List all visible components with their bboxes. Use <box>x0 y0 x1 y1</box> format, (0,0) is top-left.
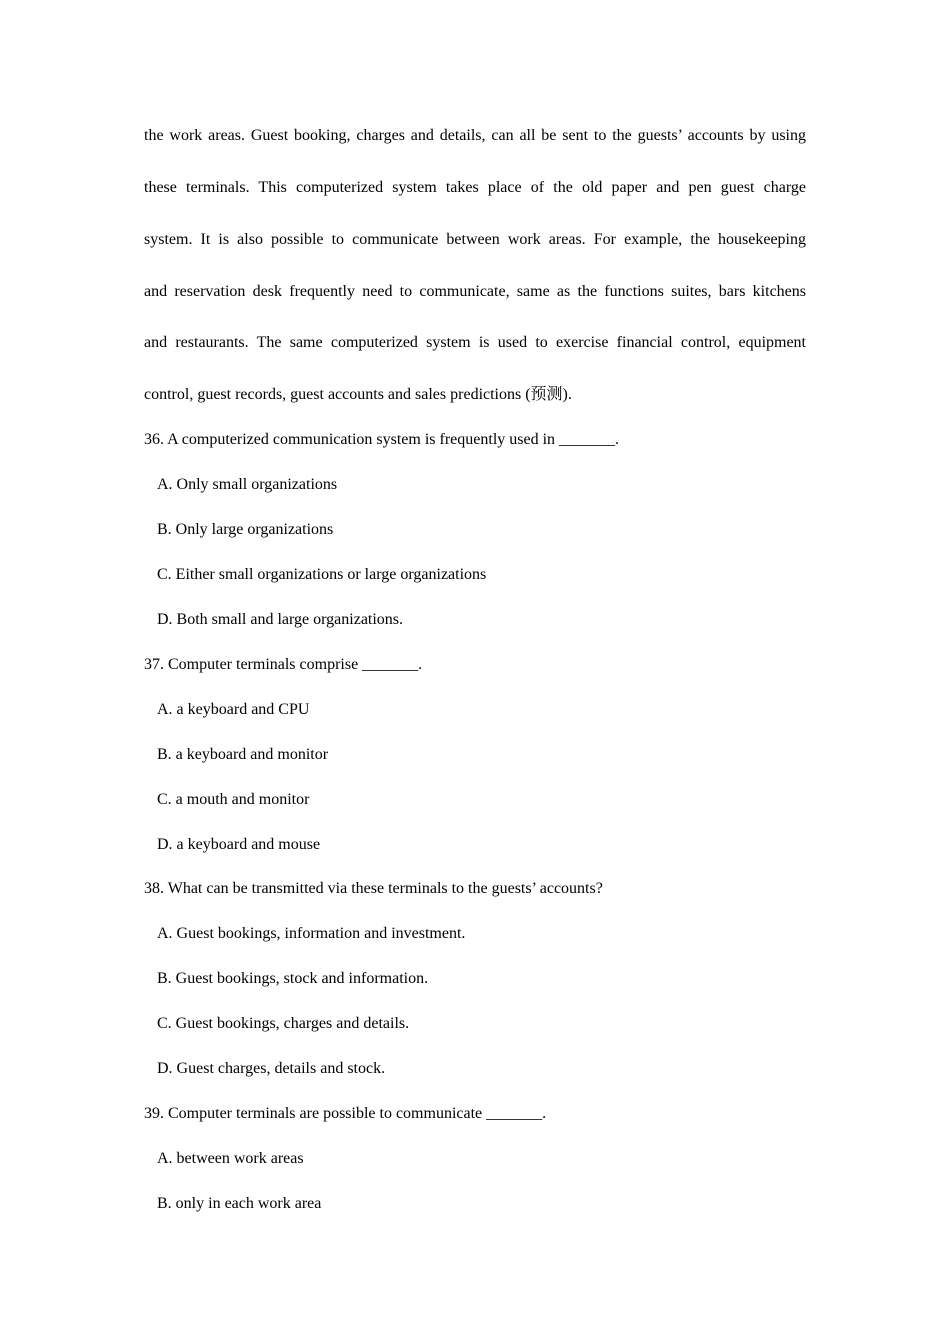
passage-line: and reservation desk frequently need to communicate, same as the functions suites, bars kitchens <box>144 283 806 300</box>
question-text: 37. Computer terminals comprise _______. <box>144 656 423 673</box>
answer-option: B. a keyboard and monitor <box>157 746 329 763</box>
passage-line: these terminals. This computerized system takes place of the old paper and pen guest charge <box>144 179 806 196</box>
passage-line: control, guest records, guest accounts and sales predictions (预测). <box>144 386 572 403</box>
answer-option: C. a mouth and monitor <box>157 791 310 808</box>
answer-option: A. Only small organizations <box>157 476 338 493</box>
answer-option: D. a keyboard and mouse <box>157 836 321 853</box>
answer-option: C. Guest bookings, charges and details. <box>157 1015 410 1032</box>
answer-option: A. a keyboard and CPU <box>157 701 310 718</box>
question-text: 39. Computer terminals are possible to communicate _______. <box>144 1105 547 1122</box>
question-text: 38. What can be transmitted via these terminals to the guests’ accounts? <box>144 880 603 897</box>
answer-option: B. Only large organizations <box>157 521 334 538</box>
answer-option: B. Guest bookings, stock and information. <box>157 970 429 987</box>
passage-line: system. It is also possible to communicate between work areas. For example, the housekeeping <box>144 231 806 248</box>
passage-line: and restaurants. The same computerized system is used to exercise financial control, equipment <box>144 334 806 351</box>
answer-option: C. Either small organizations or large organizations <box>157 566 487 583</box>
answer-option: A. between work areas <box>157 1150 304 1167</box>
passage-line: the work areas. Guest booking, charges and details, can all be sent to the guests’ accounts by using <box>144 127 806 144</box>
answer-option: D. Both small and large organizations. <box>157 611 404 628</box>
question-text: 36. A computerized communication system is frequently used in _______. <box>144 431 620 448</box>
answer-option: B. only in each work area <box>157 1195 322 1212</box>
answer-option: D. Guest charges, details and stock. <box>157 1060 386 1077</box>
answer-option: A. Guest bookings, information and investment. <box>157 925 466 942</box>
